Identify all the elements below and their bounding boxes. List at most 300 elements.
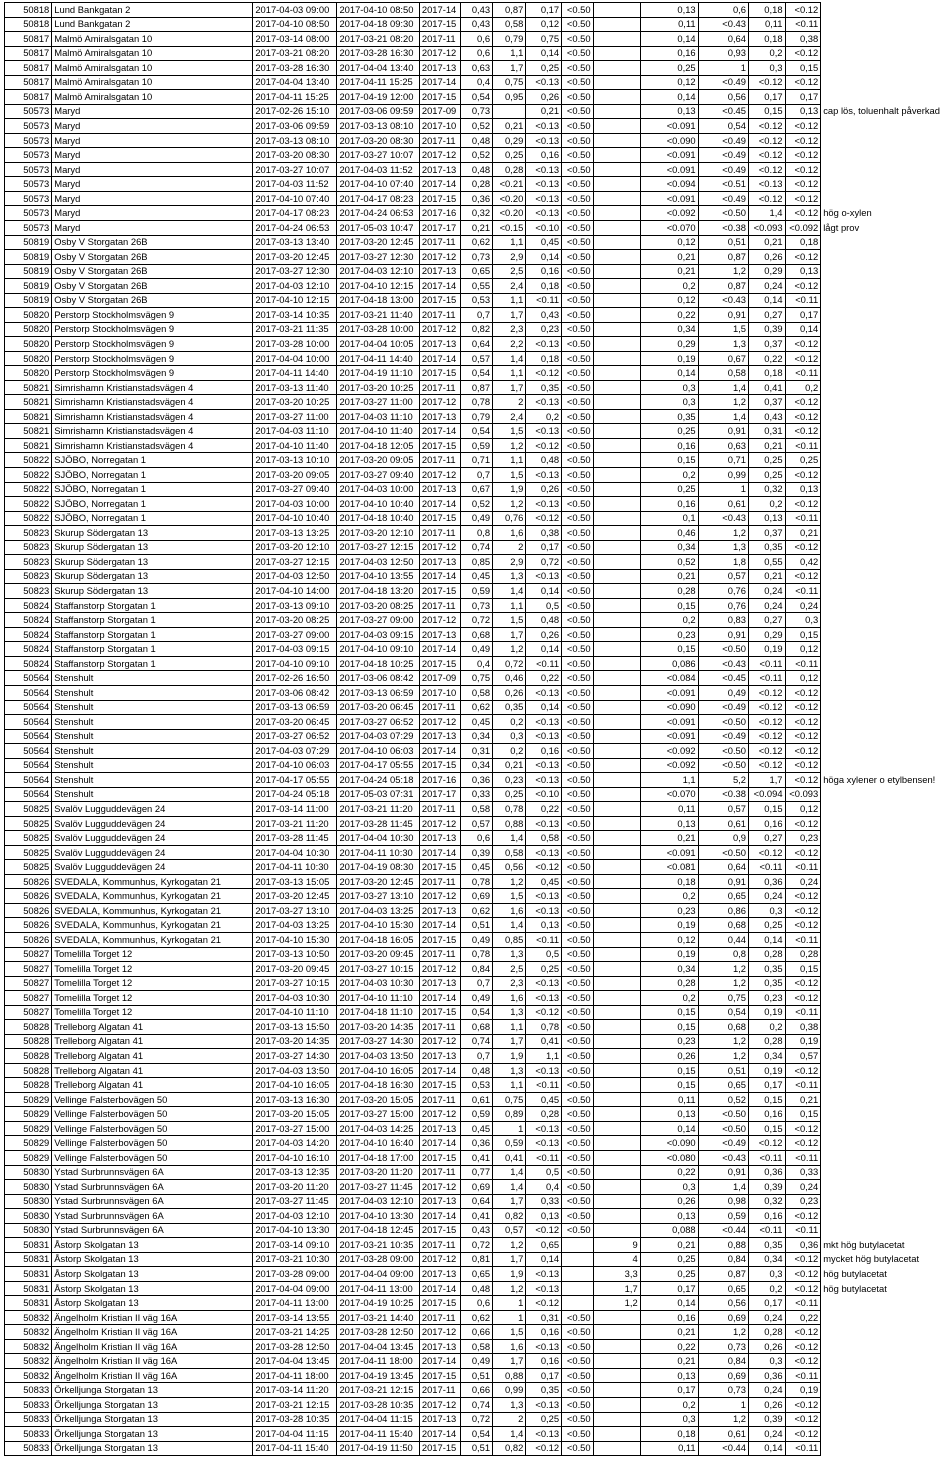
week-cell: 2017-14	[419, 991, 460, 1006]
end-time-cell: 2017-04-17 08:23	[337, 191, 419, 206]
value-f-cell: 0,14	[640, 366, 698, 381]
start-time-cell: 2017-04-10 09:10	[253, 656, 337, 671]
table-row	[5, 497, 945, 512]
value-a-cell: 0,74	[460, 1034, 492, 1049]
end-time-cell: 2017-03-20 09:05	[337, 453, 419, 468]
value-i-cell: <0.12	[785, 191, 821, 206]
value-d-cell	[562, 1296, 594, 1311]
value-e-cell	[593, 802, 640, 817]
start-time-cell: 2017-04-04 10:30	[253, 845, 337, 860]
station-id-cell: 50833	[5, 1441, 52, 1456]
station-name-cell: Örkelljunga Storgatan 13	[52, 1412, 253, 1427]
value-a-cell: 0,77	[460, 1165, 492, 1180]
table-row	[5, 598, 945, 613]
value-h-cell: <0.12	[748, 191, 785, 206]
week-cell: 2017-14	[419, 1427, 460, 1442]
value-d-cell: <0.50	[562, 1412, 594, 1427]
station-name-cell: Trelleborg Algatan 41	[52, 1020, 253, 1035]
value-d-cell: <0.50	[562, 133, 594, 148]
station-id-cell: 50819	[5, 235, 52, 250]
station-id-cell: 50822	[5, 482, 52, 497]
value-b-cell: 0,25	[493, 787, 526, 802]
table-row	[5, 1165, 945, 1180]
value-f-cell: 0,3	[640, 380, 698, 395]
value-e-cell	[593, 308, 640, 323]
value-a-cell: 0,74	[460, 540, 492, 555]
value-g-cell: 0,75	[698, 991, 748, 1006]
station-name-cell: Osby V Storgatan 26B	[52, 293, 253, 308]
week-cell: 2017-11	[419, 308, 460, 323]
station-name-cell: Simrishamn Kristianstadsvägen 4	[52, 395, 253, 410]
end-time-cell: 2017-03-28 11:45	[337, 816, 419, 831]
value-d-cell: <0.50	[562, 773, 594, 788]
value-c-cell: 0,72	[526, 555, 562, 570]
value-i-cell: 0,33	[785, 1165, 821, 1180]
value-h-cell: 0,25	[748, 453, 785, 468]
week-cell: 2017-11	[419, 598, 460, 613]
start-time-cell: 2017-03-27 14:30	[253, 1049, 337, 1064]
value-e-cell	[593, 235, 640, 250]
value-i-cell: 0,3	[785, 613, 821, 628]
end-time-cell: 2017-04-04 10:30	[337, 831, 419, 846]
week-cell: 2017-16	[419, 206, 460, 221]
value-g-cell: 0,73	[698, 1339, 748, 1354]
value-g-cell: <0.50	[698, 1107, 748, 1122]
value-h-cell: <0.12	[748, 700, 785, 715]
value-d-cell: <0.50	[562, 991, 594, 1006]
value-a-cell: 0,45	[460, 1121, 492, 1136]
value-h-cell: 0,25	[748, 468, 785, 483]
start-time-cell: 2017-03-14 09:10	[253, 1238, 337, 1253]
value-b-cell: 2,5	[493, 962, 526, 977]
value-i-cell: <0.093	[785, 787, 821, 802]
comment-cell	[821, 1136, 945, 1151]
value-b-cell: 1,6	[493, 526, 526, 541]
value-i-cell: 0,15	[785, 61, 821, 76]
value-e-cell	[593, 133, 640, 148]
value-f-cell: 0,18	[640, 874, 698, 889]
end-time-cell: 2017-04-11 13:00	[337, 1281, 419, 1296]
value-i-cell: <0.12	[785, 540, 821, 555]
value-b-cell: 1,1	[493, 293, 526, 308]
value-f-cell: 0,15	[640, 453, 698, 468]
week-cell: 2017-12	[419, 1398, 460, 1413]
value-g-cell: 0,44	[698, 933, 748, 948]
value-g-cell: 0,61	[698, 816, 748, 831]
week-cell: 2017-14	[419, 177, 460, 192]
value-d-cell: <0.50	[562, 1223, 594, 1238]
value-g-cell: <0.43	[698, 1150, 748, 1165]
station-name-cell: Maryd	[52, 104, 253, 119]
value-c-cell: 0,75	[526, 32, 562, 47]
value-g-cell: 0,71	[698, 453, 748, 468]
value-f-cell: 0,15	[640, 1078, 698, 1093]
start-time-cell: 2017-03-21 14:25	[253, 1325, 337, 1340]
table-row	[5, 308, 945, 323]
station-id-cell: 50824	[5, 642, 52, 657]
end-time-cell: 2017-03-20 08:25	[337, 598, 419, 613]
station-name-cell: Staffanstorp Storgatan 1	[52, 613, 253, 628]
table-row	[5, 1296, 945, 1311]
value-b-cell: 1,4	[493, 918, 526, 933]
value-e-cell	[593, 1223, 640, 1238]
value-a-cell: 0,36	[460, 773, 492, 788]
value-a-cell: 0,34	[460, 758, 492, 773]
comment-cell	[821, 1223, 945, 1238]
week-cell: 2017-15	[419, 366, 460, 381]
value-i-cell: <0.12	[785, 1121, 821, 1136]
value-f-cell: 0,1	[640, 511, 698, 526]
end-time-cell: 2017-03-20 12:10	[337, 526, 419, 541]
value-d-cell: <0.50	[562, 1121, 594, 1136]
start-time-cell: 2017-04-04 11:15	[253, 1427, 337, 1442]
value-e-cell	[593, 715, 640, 730]
value-g-cell: 1,3	[698, 540, 748, 555]
end-time-cell: 2017-04-04 11:15	[337, 1412, 419, 1427]
value-f-cell: 0,18	[640, 1427, 698, 1442]
start-time-cell: 2017-03-14 13:55	[253, 1310, 337, 1325]
station-name-cell: Lund Bankgatan 2	[52, 17, 253, 32]
value-g-cell: 0,6	[698, 3, 748, 18]
station-id-cell: 50825	[5, 860, 52, 875]
station-name-cell: Tomelilla Torget 12	[52, 976, 253, 991]
station-name-cell: Åstorp Skolgatan 13	[52, 1281, 253, 1296]
end-time-cell: 2017-04-18 11:10	[337, 1005, 419, 1020]
value-g-cell: 0,61	[698, 497, 748, 512]
value-c-cell: 0,18	[526, 351, 562, 366]
week-cell: 2017-15	[419, 191, 460, 206]
value-i-cell: <0.12	[785, 177, 821, 192]
comment-cell	[821, 133, 945, 148]
station-name-cell: Stenshult	[52, 744, 253, 759]
value-b-cell: 0,88	[493, 1368, 526, 1383]
value-a-cell: 0,31	[460, 744, 492, 759]
value-e-cell	[593, 1325, 640, 1340]
value-f-cell: 0,13	[640, 816, 698, 831]
value-d-cell: <0.50	[562, 337, 594, 352]
value-d-cell: <0.50	[562, 206, 594, 221]
value-c-cell: <0.11	[526, 1078, 562, 1093]
value-e-cell	[593, 831, 640, 846]
value-b-cell: 2,9	[493, 555, 526, 570]
comment-cell	[821, 1339, 945, 1354]
value-c-cell: 0,5	[526, 598, 562, 613]
station-name-cell: Simrishamn Kristianstadsvägen 4	[52, 409, 253, 424]
station-id-cell: 50822	[5, 453, 52, 468]
value-e-cell	[593, 1180, 640, 1195]
table-row	[5, 90, 945, 105]
value-d-cell: <0.50	[562, 1398, 594, 1413]
value-g-cell: <0.51	[698, 177, 748, 192]
start-time-cell: 2017-02-26 15:10	[253, 104, 337, 119]
value-g-cell: 0,54	[698, 119, 748, 134]
station-id-cell: 50573	[5, 206, 52, 221]
value-i-cell: <0.12	[785, 75, 821, 90]
value-g-cell: 0,91	[698, 1165, 748, 1180]
start-time-cell: 2017-03-06 09:59	[253, 119, 337, 134]
value-c-cell: 0,14	[526, 250, 562, 265]
value-h-cell: 0,15	[748, 1092, 785, 1107]
end-time-cell: 2017-05-03 07:31	[337, 787, 419, 802]
value-f-cell: 0,25	[640, 424, 698, 439]
value-g-cell: 1,3	[698, 337, 748, 352]
value-e-cell	[593, 497, 640, 512]
value-h-cell: 0,19	[748, 642, 785, 657]
value-f-cell: 0,2	[640, 1398, 698, 1413]
week-cell: 2017-12	[419, 889, 460, 904]
value-f-cell: <0.094	[640, 177, 698, 192]
station-id-cell: 50829	[5, 1121, 52, 1136]
value-i-cell: 0,24	[785, 874, 821, 889]
value-i-cell: <0.12	[785, 918, 821, 933]
value-e-cell	[593, 46, 640, 61]
value-b-cell: 0,82	[493, 1441, 526, 1456]
value-f-cell: 0,29	[640, 337, 698, 352]
station-id-cell: 50824	[5, 613, 52, 628]
value-i-cell: 0,15	[785, 962, 821, 977]
value-c-cell: <0.13	[526, 1267, 562, 1282]
start-time-cell: 2017-04-04 13:40	[253, 75, 337, 90]
week-cell: 2017-15	[419, 1223, 460, 1238]
table-row	[5, 380, 945, 395]
start-time-cell: 2017-03-13 08:10	[253, 133, 337, 148]
value-h-cell: 0,26	[748, 1398, 785, 1413]
value-b-cell: 1,4	[493, 831, 526, 846]
value-f-cell: 0,13	[640, 1368, 698, 1383]
value-g-cell: <0.49	[698, 729, 748, 744]
value-b-cell: 1,2	[493, 438, 526, 453]
value-b-cell: 2,4	[493, 279, 526, 294]
value-d-cell: <0.50	[562, 1107, 594, 1122]
value-d-cell: <0.50	[562, 656, 594, 671]
value-i-cell: <0.12	[785, 395, 821, 410]
value-h-cell: 0,24	[748, 1427, 785, 1442]
value-h-cell: 0,16	[748, 1107, 785, 1122]
table-row	[5, 773, 945, 788]
table-row	[5, 889, 945, 904]
end-time-cell: 2017-04-18 12:05	[337, 438, 419, 453]
value-c-cell: 0,45	[526, 1092, 562, 1107]
value-h-cell: 0,2	[748, 497, 785, 512]
station-id-cell: 50564	[5, 671, 52, 686]
end-time-cell: 2017-03-27 13:10	[337, 889, 419, 904]
value-a-cell: 0,82	[460, 322, 492, 337]
station-name-cell: SJÖBO, Norregatan 1	[52, 497, 253, 512]
start-time-cell: 2017-04-03 14:20	[253, 1136, 337, 1151]
end-time-cell: 2017-04-11 10:30	[337, 845, 419, 860]
value-a-cell: 0,33	[460, 787, 492, 802]
week-cell: 2017-14	[419, 279, 460, 294]
station-name-cell: Ängelholm Kristian II väg 16A	[52, 1368, 253, 1383]
value-a-cell: 0,45	[460, 715, 492, 730]
value-e-cell	[593, 1020, 640, 1035]
value-i-cell: <0.11	[785, 17, 821, 32]
start-time-cell: 2017-03-06 08:42	[253, 685, 337, 700]
station-name-cell: Stenshult	[52, 685, 253, 700]
value-c-cell: 0,78	[526, 1020, 562, 1035]
value-a-cell: 0,65	[460, 1267, 492, 1282]
value-c-cell: 0,17	[526, 3, 562, 18]
start-time-cell: 2017-04-10 13:30	[253, 1223, 337, 1238]
comment-cell	[821, 627, 945, 642]
value-i-cell: 0,17	[785, 308, 821, 323]
value-b-cell: 1,2	[493, 1238, 526, 1253]
comment-cell	[821, 903, 945, 918]
start-time-cell: 2017-03-21 10:30	[253, 1252, 337, 1267]
station-name-cell: Skurup Södergatan 13	[52, 526, 253, 541]
table-row	[5, 1223, 945, 1238]
station-name-cell: Osby V Storgatan 26B	[52, 250, 253, 265]
value-i-cell: <0.12	[785, 1267, 821, 1282]
table-row	[5, 816, 945, 831]
start-time-cell: 2017-03-28 16:30	[253, 61, 337, 76]
value-b-cell: 1	[493, 1310, 526, 1325]
station-id-cell: 50826	[5, 933, 52, 948]
value-e-cell	[593, 845, 640, 860]
value-d-cell: <0.50	[562, 860, 594, 875]
table-row	[5, 337, 945, 352]
table-row	[5, 1092, 945, 1107]
value-e-cell	[593, 860, 640, 875]
value-e-cell	[593, 729, 640, 744]
station-name-cell: Åstorp Skolgatan 13	[52, 1267, 253, 1282]
start-time-cell: 2017-03-14 11:00	[253, 802, 337, 817]
comment-cell	[821, 511, 945, 526]
value-c-cell: <0.12	[526, 511, 562, 526]
value-a-cell: 0,62	[460, 235, 492, 250]
value-c-cell: 0,41	[526, 1034, 562, 1049]
value-i-cell: 0,18	[785, 235, 821, 250]
station-name-cell: Ystad Surbrunnsvägen 6A	[52, 1223, 253, 1238]
value-d-cell: <0.50	[562, 671, 594, 686]
value-g-cell: <0.49	[698, 75, 748, 90]
value-c-cell: <0.13	[526, 133, 562, 148]
value-f-cell: 0,16	[640, 1310, 698, 1325]
value-e-cell: 1,2	[593, 1296, 640, 1311]
value-d-cell: <0.50	[562, 1368, 594, 1383]
value-f-cell: 0,13	[640, 104, 698, 119]
value-e-cell	[593, 627, 640, 642]
value-h-cell: 0,27	[748, 308, 785, 323]
value-h-cell: <0.11	[748, 671, 785, 686]
value-f-cell: 0,11	[640, 17, 698, 32]
value-d-cell: <0.50	[562, 1165, 594, 1180]
comment-cell	[821, 1049, 945, 1064]
value-e-cell	[593, 744, 640, 759]
comment-cell	[821, 1209, 945, 1224]
value-i-cell: <0.12	[785, 279, 821, 294]
week-cell: 2017-15	[419, 1368, 460, 1383]
station-id-cell: 50828	[5, 1020, 52, 1035]
comment-cell	[821, 889, 945, 904]
value-f-cell: <0.092	[640, 758, 698, 773]
value-i-cell: <0.12	[785, 206, 821, 221]
value-f-cell: 0,086	[640, 656, 698, 671]
value-a-cell: 0,34	[460, 729, 492, 744]
value-i-cell: <0.12	[785, 976, 821, 991]
week-cell: 2017-13	[419, 482, 460, 497]
station-name-cell: Maryd	[52, 148, 253, 163]
station-name-cell: Svalöv Lugguddevägen 24	[52, 860, 253, 875]
value-g-cell: 1	[698, 1398, 748, 1413]
value-e-cell: 3,3	[593, 1267, 640, 1282]
comment-cell	[821, 700, 945, 715]
value-i-cell: 0,23	[785, 1194, 821, 1209]
value-e-cell	[593, 438, 640, 453]
value-h-cell: 0,14	[748, 933, 785, 948]
week-cell: 2017-15	[419, 90, 460, 105]
value-g-cell: 1,4	[698, 409, 748, 424]
week-cell: 2017-12	[419, 613, 460, 628]
end-time-cell: 2017-04-03 09:15	[337, 627, 419, 642]
week-cell: 2017-13	[419, 903, 460, 918]
start-time-cell: 2017-04-10 08:50	[253, 17, 337, 32]
value-a-cell: 0,49	[460, 642, 492, 657]
value-f-cell: 0,22	[640, 1339, 698, 1354]
comment-cell	[821, 293, 945, 308]
comment-cell	[821, 380, 945, 395]
value-g-cell: 0,91	[698, 874, 748, 889]
value-g-cell: 1,2	[698, 264, 748, 279]
value-h-cell: 0,3	[748, 61, 785, 76]
value-e-cell	[593, 1150, 640, 1165]
end-time-cell: 2017-04-03 07:29	[337, 729, 419, 744]
value-h-cell: 0,3	[748, 903, 785, 918]
value-a-cell: 0,72	[460, 1238, 492, 1253]
station-name-cell: Simrishamn Kristianstadsvägen 4	[52, 438, 253, 453]
value-d-cell: <0.50	[562, 395, 594, 410]
station-id-cell: 50564	[5, 729, 52, 744]
value-f-cell: 0,25	[640, 482, 698, 497]
station-name-cell: SJÖBO, Norregatan 1	[52, 482, 253, 497]
station-id-cell: 50820	[5, 337, 52, 352]
comment-cell	[821, 758, 945, 773]
value-a-cell: 0,67	[460, 482, 492, 497]
value-b-cell: 1,1	[493, 46, 526, 61]
table-row	[5, 1339, 945, 1354]
value-c-cell: 0,4	[526, 1180, 562, 1195]
value-d-cell: <0.50	[562, 918, 594, 933]
station-id-cell: 50822	[5, 511, 52, 526]
value-i-cell: <0.11	[785, 293, 821, 308]
value-f-cell: <0.090	[640, 133, 698, 148]
comment-cell	[821, 409, 945, 424]
value-g-cell: 1,8	[698, 555, 748, 570]
value-i-cell: <0.12	[785, 991, 821, 1006]
start-time-cell: 2017-03-13 10:10	[253, 453, 337, 468]
table-row	[5, 1383, 945, 1398]
end-time-cell: 2017-04-10 16:05	[337, 1063, 419, 1078]
value-e-cell	[593, 787, 640, 802]
start-time-cell: 2017-03-20 09:45	[253, 962, 337, 977]
value-f-cell: 0,52	[640, 555, 698, 570]
end-time-cell: 2017-03-27 10:15	[337, 962, 419, 977]
comment-cell	[821, 264, 945, 279]
value-b-cell: 0,2	[493, 715, 526, 730]
value-h-cell: 0,34	[748, 1049, 785, 1064]
start-time-cell: 2017-03-20 09:05	[253, 468, 337, 483]
value-h-cell: 0,24	[748, 889, 785, 904]
end-time-cell: 2017-03-28 09:00	[337, 1252, 419, 1267]
value-c-cell: 0,48	[526, 453, 562, 468]
value-c-cell: <0.13	[526, 337, 562, 352]
value-e-cell	[593, 773, 640, 788]
value-c-cell: <0.12	[526, 1223, 562, 1238]
value-c-cell: 0,16	[526, 148, 562, 163]
value-c-cell: 0,45	[526, 874, 562, 889]
end-time-cell: 2017-04-24 06:53	[337, 206, 419, 221]
start-time-cell: 2017-04-11 18:00	[253, 1368, 337, 1383]
